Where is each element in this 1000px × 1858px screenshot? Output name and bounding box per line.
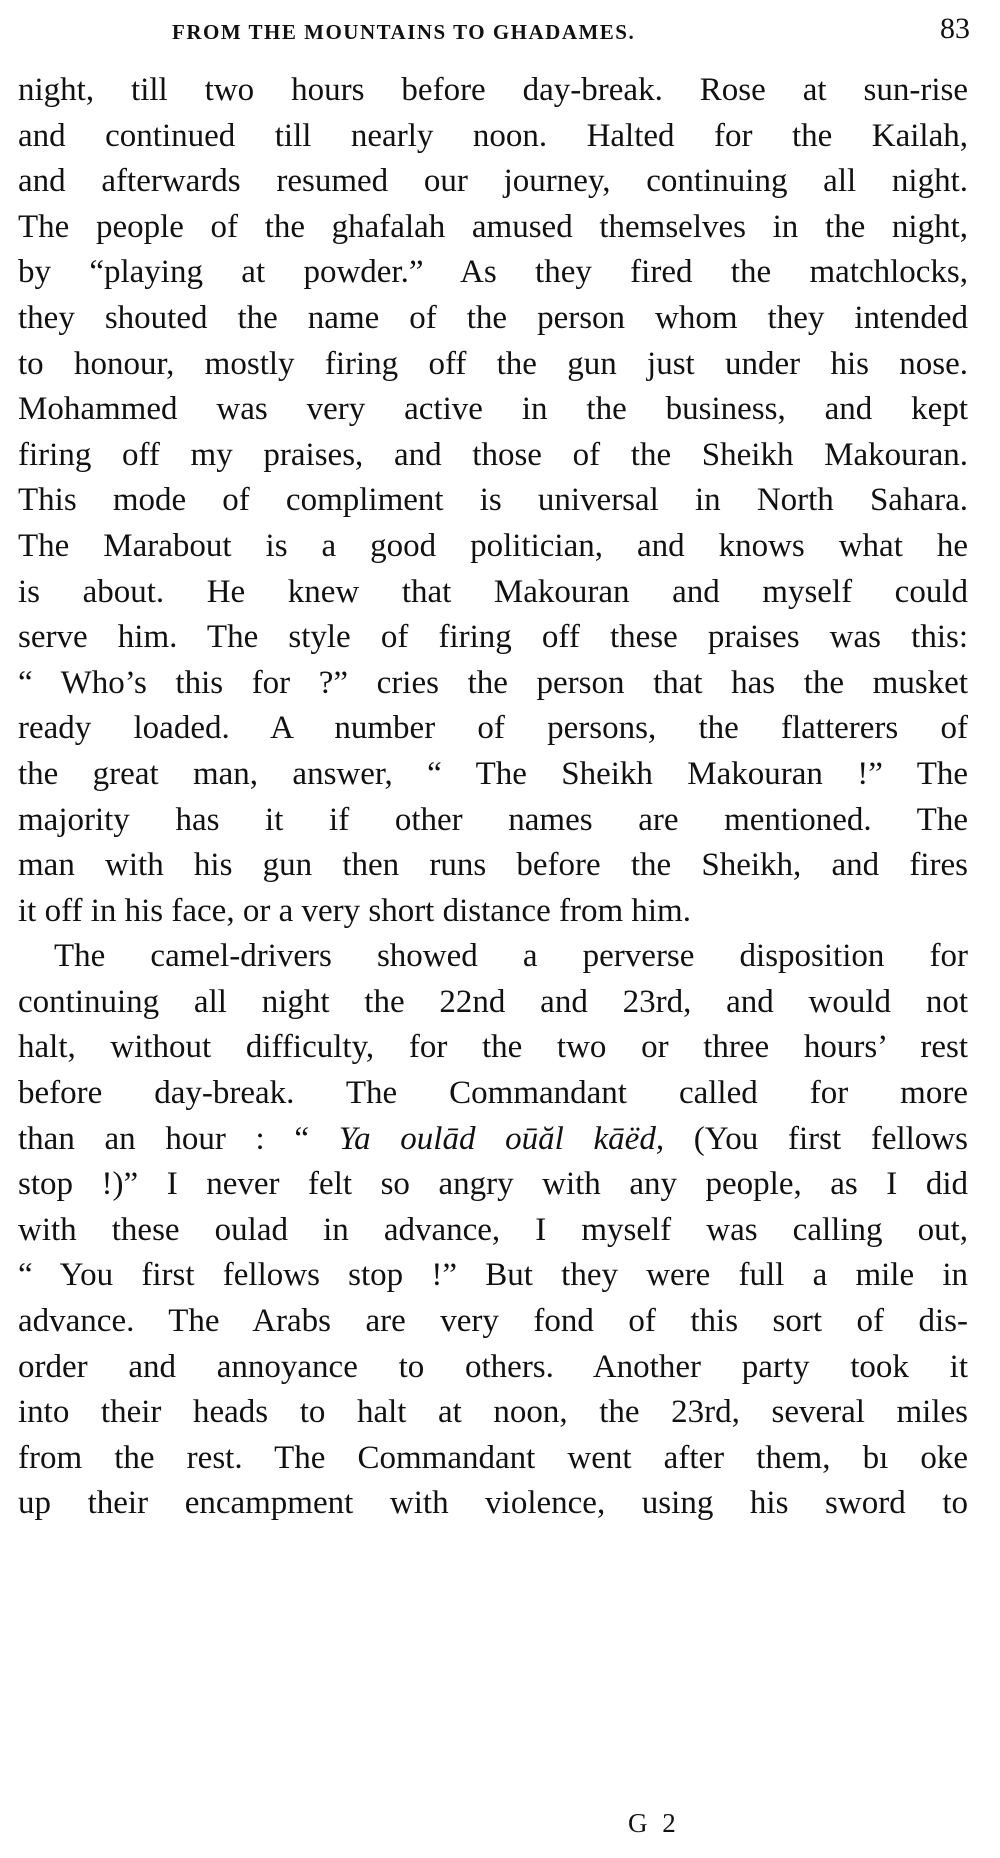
text-line: firing off my praises, and those of the Sheikh Makouran. [18, 436, 968, 473]
text-line: is about. He knew that Makouran and myself could [18, 573, 968, 610]
text-line: from the rest. The Commandant went after them, bı oke [18, 1439, 968, 1476]
text-line: to honour, mostly firing off the gun just under his nose. [18, 345, 968, 382]
text-line: man with his gun then runs before the Sheikh, and fires [18, 847, 968, 884]
text-line: before day-break. The Commandant called for more [18, 1075, 968, 1112]
body-text [18, 68, 968, 1527]
text-line: order and annoyance to others. Another party took it [18, 1348, 968, 1385]
text-line: night, till two hours before day-break. Rose at sun-rise [18, 72, 968, 108]
text-line: The people of the ghafalah amused themselves in the night, [18, 208, 968, 245]
page-number: 83 [940, 12, 970, 45]
text-line: by “playing at powder.” As they fired the matchlocks, [18, 254, 968, 291]
text-line: majority has it if other names are mentioned. The [18, 801, 968, 838]
text-line: “ Who’s this for ?” cries the person that has the musket [18, 664, 968, 701]
line-segment: (You first fellows [664, 1120, 968, 1157]
text-line: “ You first fellows stop !” But they were full a mile in [18, 1257, 968, 1294]
text-line: advance. The Arabs are very fond of this sort of dis- [18, 1303, 968, 1340]
text-line: stop !)” I never felt so angry with any people, as I did [18, 1166, 968, 1203]
signature-mark: G 2 [628, 1808, 680, 1838]
text-line: the great man, answer, “ The Sheikh Makouran !” The [18, 755, 968, 792]
text-line: continuing all night the 22nd and 23rd, and would not [18, 983, 968, 1020]
text-line: serve him. The style of firing off these praises was this: [18, 619, 968, 656]
text-line: and afterwards resumed our journey, continuing all night. [18, 163, 968, 200]
running-head [22, 8, 970, 48]
text-line: ready loaded. A number of persons, the flatterers of [18, 710, 968, 747]
paragraph-1 [18, 68, 968, 934]
text-line: The camel-drivers showed a perverse disposition for [54, 938, 968, 975]
text-line: This mode of compliment is universal in North Sahara. [18, 482, 968, 519]
text-line: up their encampment with violence, using his sword to [18, 1485, 968, 1522]
text-line: halt, without difficulty, for the two or three hours’ rest [18, 1029, 968, 1066]
running-title: FROM THE MOUNTAINS TO GHADAMES. [172, 20, 636, 44]
text-line: they shouted the name of the person whom they intended [18, 299, 968, 336]
text-line: into their heads to halt at noon, the 23rd, several miles [18, 1394, 968, 1431]
text-line: with these oulad in advance, I myself was calling out, [18, 1211, 968, 1248]
text-line: and continued till nearly noon. Halted for the Kailah, [18, 117, 968, 154]
text-line: The Marabout is a good politician, and knows what he [18, 527, 968, 564]
text-line: it off in his face, or a very short distance from him. [18, 892, 691, 929]
paragraph-2 [18, 934, 968, 1527]
text-line: Mohammed was very active in the business, and kept [18, 391, 968, 428]
line-segment: than an hour : “ [18, 1120, 339, 1157]
text-line-with-arabic-phrase [18, 1117, 968, 1163]
arabic-phrase: Ya oulād oūăl kāëd, [338, 1120, 665, 1157]
